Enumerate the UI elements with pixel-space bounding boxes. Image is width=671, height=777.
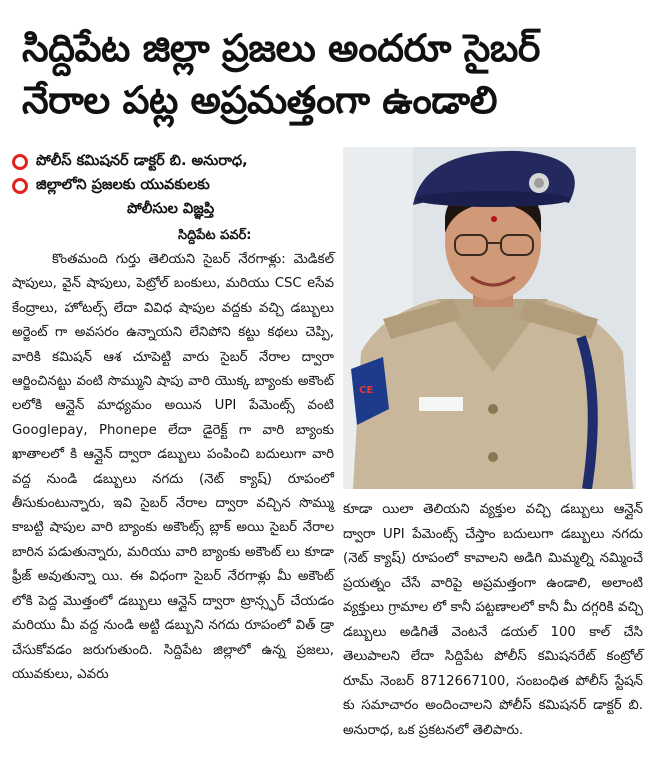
portrait-illustration bbox=[343, 147, 636, 489]
bullet-text: పోలీస్ కమిషనర్ డాక్టర్ బి. అనురాధ, bbox=[36, 153, 248, 169]
headline bbox=[22, 22, 652, 126]
bullet-item bbox=[12, 173, 334, 197]
article-paragraph: కూడా యిలా తెలియని వ్యక్తుల వచ్చి డబ్బులు ఆన్లైన్ ద్వారా UPI పేమెంట్స్ చేస్తాం బదులుగా డబ్బులు నగదు (నెట్ క్యాష్) రూపంలో కావాలని అడిగి మిమ్మల్ని నమ్మించే ప్రయత్నం చేసే వారిపై అప్రమత్తంగా ఉండాలి, అలాంటి వ్యక్తులు గ్రామాల లో కానీ పట్టణాలలో కానీ మీ దగ్గరికి వచ్చి డబ్బులు అడిగితే వెంటనే డయల్ 100 కాల్ చేసి తెలుపాలని లేదా సిద్దిపేట పోలీస్ కమిషనరేట్ కంట్రోల్ రూమ్ నెంబర్ 8712667100, సంబంధిత పోలీస్ స్టేషన్ కు సమాచారం అందించాలని పోలీస్ కమిషనర్ డాక్టర్ బి. అనురాధ, ఒక ప్రకటనలో తెలిపారు. bbox=[343, 502, 643, 738]
headline-line-1: సిద్దిపేట జిల్లా ప్రజలు అందరూ సైబర్ bbox=[22, 26, 540, 70]
headline-line-2: నేరాల పట్ల అప్రమత్తంగా ఉండాలి bbox=[22, 78, 497, 122]
article-body-right bbox=[343, 498, 643, 743]
bullet-ring-icon bbox=[12, 178, 28, 194]
bullet-continuation: పోలీసుల విజ్ఞప్తి bbox=[127, 201, 215, 217]
article-body-left bbox=[12, 248, 334, 687]
subheading-bullets bbox=[12, 149, 334, 221]
bullet-ring-icon bbox=[12, 154, 28, 170]
bullet-item bbox=[12, 149, 334, 173]
bullet-text: జిల్లాలోని ప్రజలకు యువకులకు bbox=[36, 177, 210, 193]
commissioner-photo bbox=[343, 147, 636, 489]
article-paragraph: కొంతమంది గుర్తు తెలియని సైబర్ నేరగాళ్లు: మెడికల్ షాపులు, వైన్ షాపులు, పెట్రోల్ బంకులు, మరియు CSC eసేవ కేంద్రాలు, హోటల్స్ లేదా వివిధ షాపుల వద్దకు వచ్చి డబ్బులు అర్జెంట్ గా అవసరం ఉన్నాయని లేనిపోని కట్టు కథలు చెప్పి, వారికి కమిషన్ ఆశ చూపెట్టి వారు సైబర్ నేరాల ద్వారా ఆర్జించినట్టు వంటి సొమ్ముని షాపు వారి యొక్క బ్యాంకు అకౌంట్ లలోకి ఆన్లైన్ మాధ్యమం అయిన UPI పేమెంట్స్ వంటి Googlepay, Phonepe లేదా డైరెక్ట్ గా వారి బ్యాంకు ఖాతాలలో కి ఆన్లైన్ ద్వారా డబ్బులు పంపించి బదులుగా వారి వద్ద నుండి డబ్బులు నగదు (నెట్ క్యాష్) రూపంలో తీసుకుంటున్నారు, ఇవి సైబర్ నేరాల ద్వారా వచ్చిన సొమ్ము కాబట్టి షాపుల వారి బ్యాంకు అకౌంట్స్ బ్లాక్ అయి సైబర్ నేరాల బారిన పడుతున్నారు, మరియు వారి బ్యాంకు అకౌంట్ లు కూడా ఫ్రీజ్ అవుతున్నా యి. ఈ విధంగా సైబర్ నేరగాళ్లు మీ అకౌంట్ లోకి పెద్ద మొత్తంలో డబ్బులు ఆన్లైన్ ద్వారా ట్రాన్స్ఫర్ చేయడం మరియు మీ వద్ద నుండి అట్టి డబ్బుని నగదు రూపంలో విత్ డ్రా చేసుకోవడం జరుగుతుంది. సిద్దిపేట జిల్లాలో ఉన్న ప్రజలు, యువకులు, ఎవరు bbox=[12, 252, 334, 682]
byline: సిద్దిపేట పవర్: bbox=[178, 228, 252, 243]
badge-text: CE bbox=[359, 385, 374, 396]
